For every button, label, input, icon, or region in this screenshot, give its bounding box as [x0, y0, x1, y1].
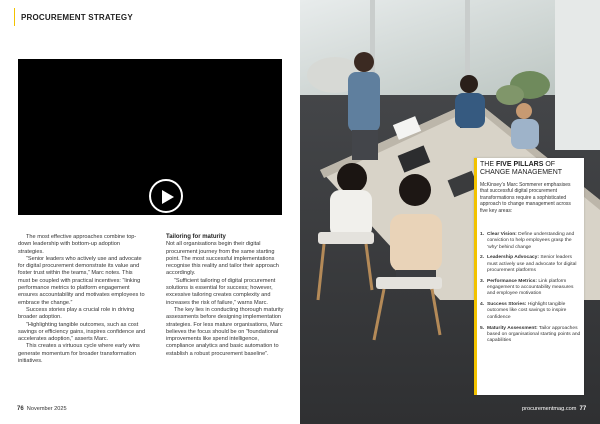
pillar-number: 5. [480, 325, 485, 331]
folio-left [17, 406, 67, 412]
page-number: 77 [579, 406, 587, 412]
five-pillars-sidebar [474, 158, 584, 395]
subheading: Tailoring for maturity [166, 234, 226, 240]
title-suffix: OF [543, 161, 556, 168]
paragraph: “Highlighting tangible outcomes, such as cost savings or efficiency gains, inspires confidence and accelerates adoption,” asserts Marc. [18, 321, 146, 343]
header-accent-rule [14, 8, 15, 26]
pillar-text: Tailor approaches based on organisational starting points and capabilities [487, 325, 581, 344]
body-column-2 [166, 234, 288, 358]
pillar-name: Success Stories: [487, 302, 527, 308]
paragraph: The most effective approaches combine top-down leadership with bottom-up adoption strategies. [18, 234, 137, 255]
body-column-1 [18, 234, 146, 365]
pillar-name: Leadership Advocacy: [487, 255, 540, 261]
video-player[interactable] [18, 59, 282, 215]
pillar-text: Link platform engagement to accountability measures and employee motivation [487, 278, 574, 297]
pillar-name: Clear Vision: [487, 232, 517, 237]
section-label: PROCUREMENT STRATEGY [21, 13, 133, 22]
pillar-number: 3. [480, 278, 485, 284]
pillar-name: Performance Metrics: [487, 278, 538, 284]
folio-right [522, 406, 586, 412]
site-url[interactable]: procurementmag.com [522, 406, 577, 412]
pillar-item [480, 326, 582, 345]
pillar-item [480, 302, 582, 321]
paragraph: This creates a virtuous cycle where early wins generate momentum for broader transformation initiatives. [18, 343, 140, 365]
pillar-name: Maturity Assessment: [487, 325, 538, 331]
title-line-2: CHANGE MANAGEMENT [480, 169, 563, 176]
sidebar-accent-rule [474, 158, 477, 395]
pillar-item [480, 232, 582, 251]
sidebar-intro: McKinsey’s Marc Sommerer emphasises that successful digital procurement transformations require a sophisticated approach to change management across five key areas: [480, 182, 571, 214]
pillars-list [480, 232, 582, 349]
issue-date: November 2025 [26, 406, 67, 412]
title-prefix: THE [480, 161, 496, 168]
play-button[interactable] [149, 179, 183, 213]
sidebar-title [480, 161, 562, 177]
pillar-number: 4. [480, 302, 485, 308]
pillar-number: 2. [480, 255, 485, 261]
paragraph: “Senior leaders who actively use and advocate for digital procurement demonstrate its value and foster trust within the teams,” Marc notes. This must be coupled with practical incentives: “linking performance metrics to platform engagement ensures accountability and motivates employees to embrace the change.” [18, 255, 145, 306]
pillar-number: 1. [480, 232, 485, 237]
play-icon [161, 189, 175, 205]
page-number: 76 [17, 406, 24, 412]
paragraph: Success stories play a crucial role in driving broader adoption. [18, 306, 135, 321]
paragraph: Not all organisations begin their digital procurement journey from the same starting point. The most successful implementations recognise this reality and tailor their approach accordingly. [166, 241, 279, 277]
pillar-text: Highlight tangible outcomes like cost savings to inspire confidence [487, 302, 567, 320]
title-bold: FIVE PILLARS [495, 161, 544, 168]
pillar-item [480, 255, 582, 274]
pillar-item [480, 279, 582, 298]
paragraph: The key lies in conducting thorough maturity assessments before designing implementation strategies. For less mature organisations, Marc believes the focus should be on “foundational improvements like spend intelligence, compliance analytics and basic automation to establish a robust procurement baseline”. [166, 306, 284, 357]
pillar-text: Define understanding and conviction to help employees grasp the ‘why’ behind change [487, 232, 575, 250]
pillar-text: Senior leaders must actively use and advocate for digital procurement platforms [487, 255, 577, 273]
paragraph: “Sufficient tailoring of digital procurement solutions is essential for success; however, excessive tailoring creates complexity and increases the risk of failure,” warns Marc. [166, 277, 276, 306]
